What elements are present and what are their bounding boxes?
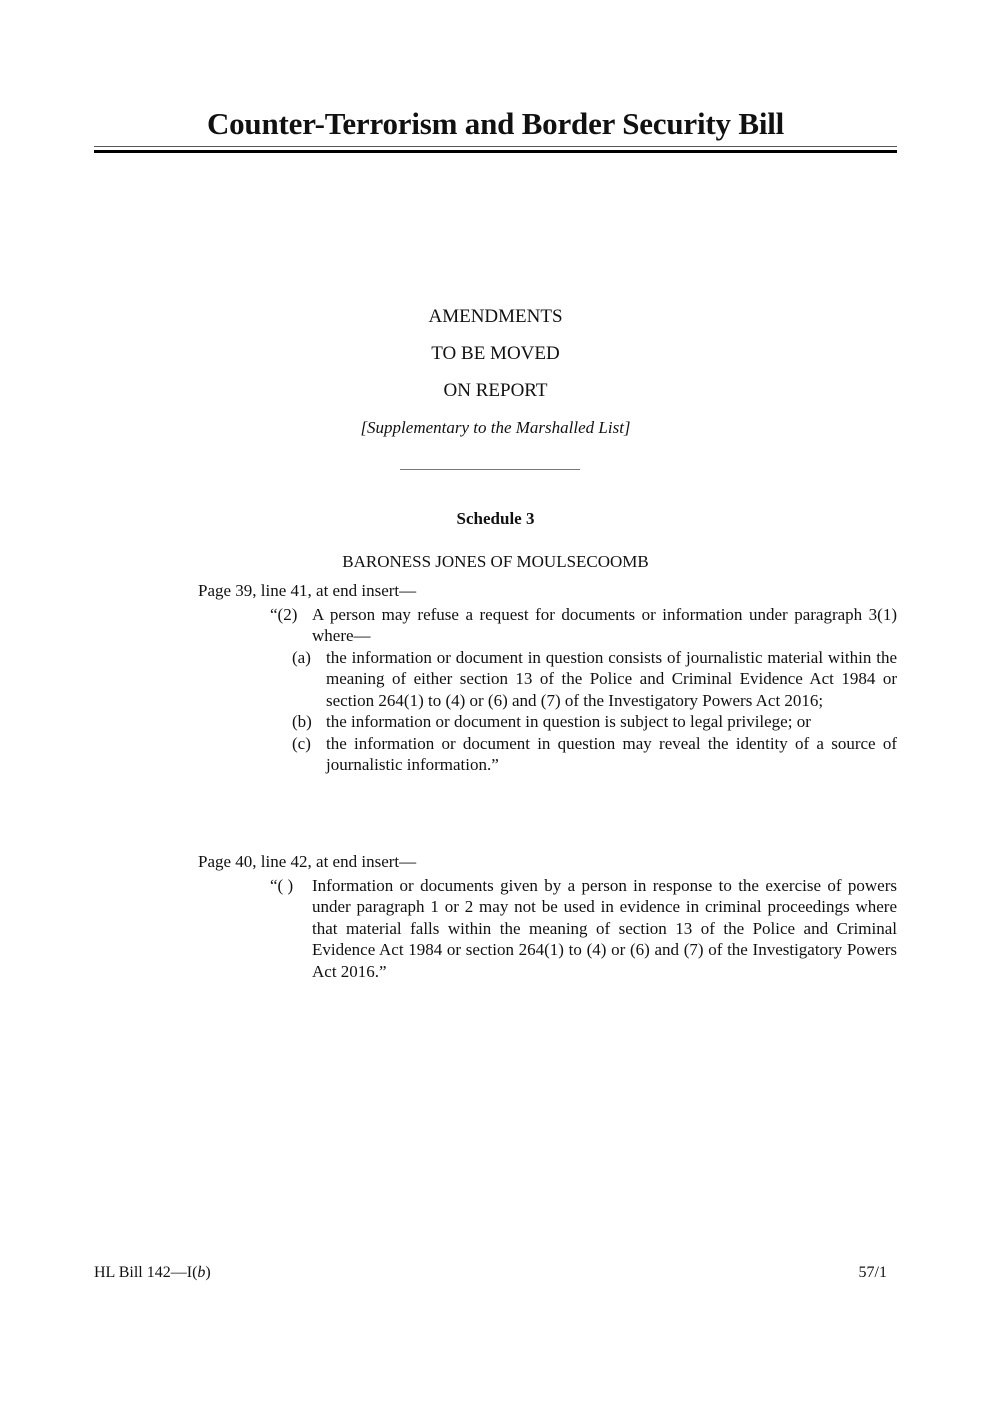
title-rule-thick — [94, 150, 897, 153]
subparagraph-text: the information or document in question is subject to legal privilege; or — [326, 712, 811, 731]
paragraph-text: Information or documents given by a person in response to the exercise of powers under paragraph 1 or 2 may not be used in evidence in criminal proceedings where that material falls within the meaning of section 13 of the Police and Criminal Evidence Act 1984 or section 264(1) to (4) or (6) and (7) of the Investigatory Powers Act 2016.” — [312, 875, 897, 981]
bill-reference-italic: b — [197, 1264, 206, 1281]
inserted-paragraph — [270, 875, 897, 983]
amendment-reference: Page 39, line 41, at end insert— — [198, 581, 417, 600]
heading-line-3: ON REPORT — [443, 380, 548, 401]
heading-line-2: TO BE MOVED — [431, 343, 560, 364]
document-title: Counter-Terrorism and Border Security Bill — [206, 106, 785, 141]
subparagraph-number: (a) — [292, 647, 311, 667]
subparagraph-number: (c) — [292, 733, 311, 753]
schedule-heading: Schedule 3 — [456, 509, 535, 528]
bill-reference-prefix: HL Bill 142—I( — [94, 1264, 198, 1281]
subparagraph-a — [270, 647, 897, 712]
heading-line-1: AMENDMENTS — [428, 306, 563, 327]
bill-reference-suffix: ) — [205, 1264, 211, 1281]
section-divider — [400, 469, 580, 470]
title-rule-thin — [94, 146, 897, 147]
amendment-2 — [198, 851, 897, 982]
subparagraph-b — [270, 711, 897, 733]
subparagraph-list — [270, 647, 897, 776]
subheading: [Supplementary to the Marshalled List] — [360, 418, 631, 437]
amendment-reference: Page 40, line 42, at end insert— — [198, 852, 417, 871]
page-number: 57/1 — [858, 1264, 887, 1281]
inserted-paragraph — [270, 604, 897, 647]
subparagraph-text: the information or document in question consists of journalistic material within the meaning of either section 13 of the Police and Criminal Evidence Act 1984 or section 264(1) to (4) or (6) and (7) of the Investigatory Powers Act 2016; — [326, 647, 897, 710]
subparagraph-c — [270, 733, 897, 776]
bill-reference — [94, 1264, 211, 1282]
paragraph-text: A person may refuse a request for documents or information under paragraph 3(1) where— — [312, 604, 897, 645]
paragraph-number: “( ) — [270, 875, 294, 895]
sponsor-name: BARONESS JONES OF MOULSECOOMB — [342, 552, 649, 571]
subparagraph-text: the information or document in question may reveal the identity of a source of journalistic information.” — [326, 733, 897, 774]
amendment-1 — [198, 580, 897, 776]
paragraph-number: “(2) — [270, 604, 298, 624]
subparagraph-number: (b) — [292, 712, 312, 731]
